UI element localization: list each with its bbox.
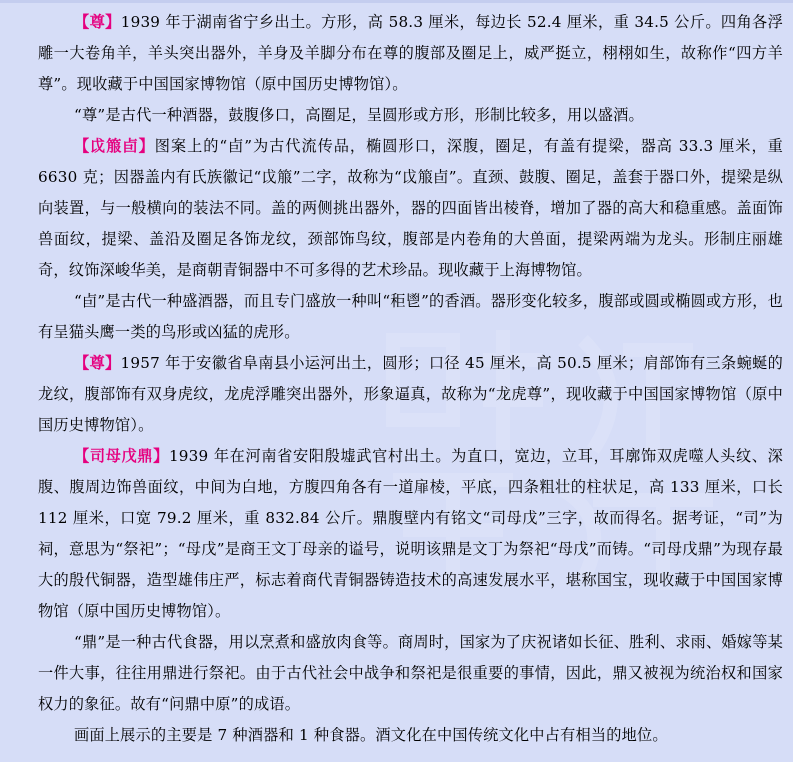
paragraph-text: “卣”是古代一种盛酒器，而且专门盛放一种叫“秬鬯”的香酒。器形变化较多，腹部或圆或椭圆或方形，也有呈猫头鹰一类的鸟形或凶猛的虎形。 <box>38 292 783 341</box>
paragraph-text: 1939 年于湖南省宁乡出土。方形，高 58.3 厘米，每边长 52.4 厘米，重 34.5 公斤。四角各浮雕一大卷角羊，羊头突出器外，羊身及羊脚分布在尊的腹部及圈足上，威严挺立，栩栩如生，故称作“四方羊尊”。现收藏于中国国家博物馆（原中国历史博物馆）。 <box>38 13 783 93</box>
paragraph-yue-fu-you <box>38 131 783 286</box>
item-tag-zun-1: 【尊】 <box>74 13 121 31</box>
paragraph-text: 图案上的“卣”为古代流传品，椭圆形口，深腹，圈足，有盖有提梁，器高 33.3 厘米，重 6630 克；因器盖内有氏族徽记“戉箙”二字，故称为“戉箙卣”。直颈、鼓腹、圈足，盖套于器口外，提梁是纵向装置，与一般横向的装法不同。盖的两侧挑出器外，器的四面皆出棱脊，增加了器的高大和稳重感。盖面饰兽面纹，提梁、盖沿及圈足各饰龙纹，颈部饰鸟纹，腹部是内卷角的大兽面，提梁两端为龙头。形制庄丽雄奇，纹饰深峻华美，是商朝青铜器中不可多得的艺术珍品。现收藏于上海博物馆。 <box>38 137 783 279</box>
item-tag-simuwu-ding: 【司母戊鼎】 <box>74 447 169 465</box>
paragraph-dragon-tiger-zun <box>38 348 783 441</box>
paragraph-summary <box>38 720 783 751</box>
paragraph-ding-definition <box>38 627 783 720</box>
paragraph-zun-definition <box>38 100 783 131</box>
item-tag-zun-2: 【尊】 <box>74 354 121 372</box>
item-tag-yue-fu-you: 【戉箙卣】 <box>74 137 155 155</box>
paragraph-text: “鼎”是一种古代食器，用以烹煮和盛放肉食等。商周时，国家为了庆祝诸如长征、胜利、求雨、婚嫁等某一件大事，往往用鼎进行祭祀。由于古代社会中战争和祭祀是很重要的事情，因此，鼎又被视为统治权和国家权力的象征。故有“问鼎中原”的成语。 <box>38 633 783 713</box>
paragraph-square-ram-zun <box>38 7 783 100</box>
paragraph-you-definition <box>38 286 783 348</box>
paragraph-simuwu-ding <box>38 441 783 627</box>
paragraph-text: 画面上展示的主要是 7 种酒器和 1 种食器。酒文化在中国传统文化中占有相当的地位。 <box>74 726 668 744</box>
paragraph-text: “尊”是古代一种酒器，鼓腹侈口，高圈足，呈圆形或方形，形制比较多，用以盛酒。 <box>74 106 644 124</box>
paragraph-text: 1939 年在河南省安阳殷墟武官村出土。为直口，宽边，立耳，耳廓饰双虎噬人头纹、深腹、腹周边饰兽面纹，中间为白地，方腹四角各有一道扉棱，平底，四条粗壮的柱状足，高 133 厘米，口长 112 厘米，口宽 79.2 厘米，重 832.84 公斤。鼎腹壁内有铭文“司母戊”三字，故而得名。据考证，“司”为祠，意思为“祭祀”；“母戊”是商王文丁母亲的谥号，说明该鼎是文丁为祭祀“母戊”而铸。“司母戊鼎”为现存最大的殷代铜器，造型雄伟庄严，标志着商代青铜器铸造技术的高速发展水平，堪称国宝，现收藏于中国国家博物馆（原中国历史博物馆）。 <box>38 447 783 620</box>
paragraph-text: 1957 年于安徽省阜南县小运河出土，圆形；口径 45 厘米，高 50.5 厘米；肩部饰有三条蜿蜒的龙纹，腹部饰有双身虎纹，龙虎浮雕突出器外，形象逼真，故称为“龙虎尊”，现收藏于中国国家博物馆（原中国历史博物馆）。 <box>38 354 783 434</box>
